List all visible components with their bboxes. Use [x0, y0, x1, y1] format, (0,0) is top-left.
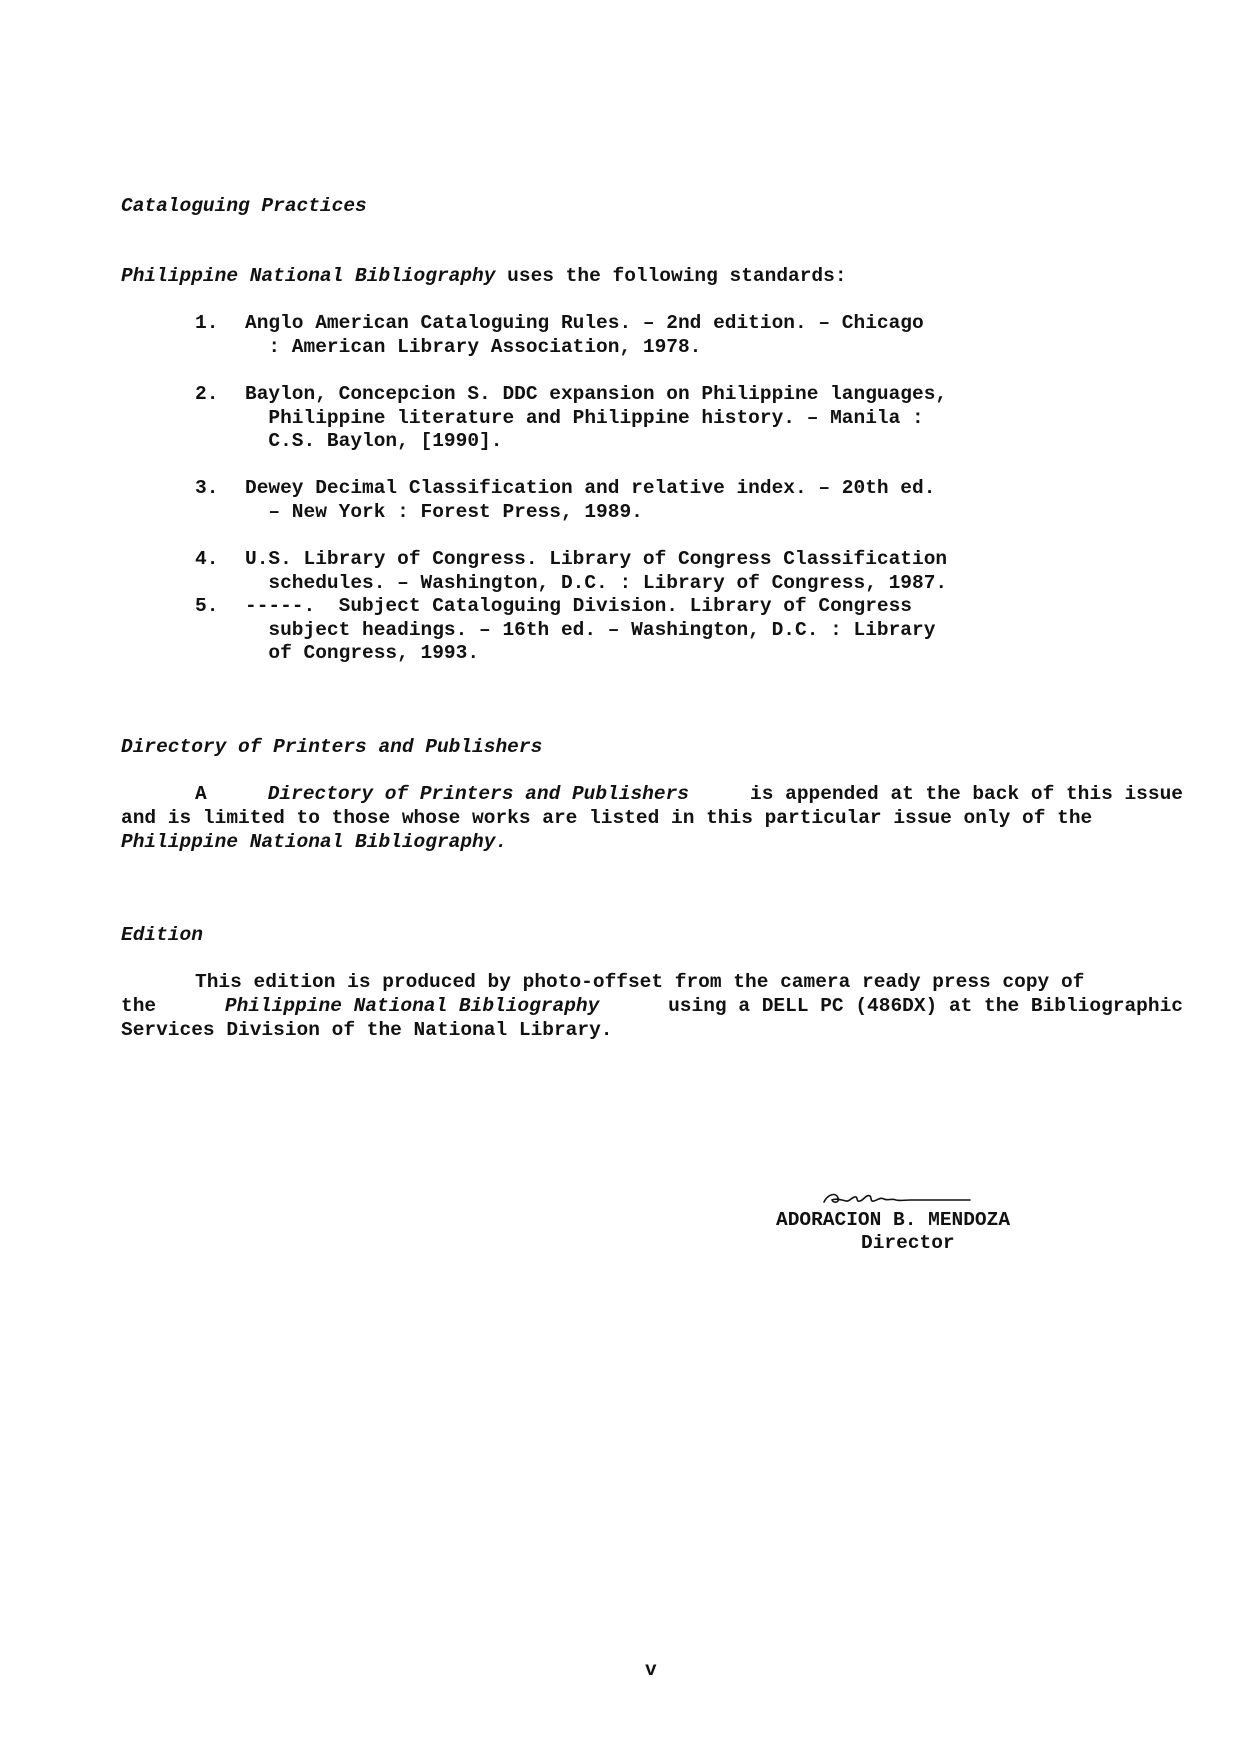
list-item-line: of Congress, 1993. [245, 642, 480, 664]
list-item-line: -----. Subject Cataloguing Division. Library of Congress [245, 595, 913, 617]
intro-rest: uses the following standards: [495, 265, 847, 287]
list-item-line: – New York : Forest Press, 1989. [245, 501, 643, 523]
intro-title: Philippine National Bibliography [121, 265, 496, 287]
paragraph-word: A [195, 783, 207, 805]
list-item-number: 4. [195, 548, 219, 570]
list-item-line: Philippine literature and Philippine history. – Manila : [245, 407, 924, 429]
edition-paragraph [121, 970, 1183, 1042]
paragraph-line [121, 782, 1183, 806]
list-item-line: Anglo American Cataloguing Rules. – 2nd edition. – Chicago [245, 312, 924, 334]
paragraph-text: using a DELL PC (486DX) at the Bibliographic [668, 995, 1183, 1017]
list-item-number: 2. [195, 383, 219, 405]
list-item-number: 1. [195, 312, 219, 334]
list-item-number: 5. [195, 595, 219, 617]
list-item-line: Dewey Decimal Classification and relative index. – 20th ed. [245, 477, 936, 499]
list-item-line: subject headings. – 16th ed. – Washington, D.C. : Library [245, 619, 936, 641]
paragraph-text: and is limited to those whose works are listed in this particular issue only of the [121, 807, 1093, 829]
section-heading-directory: Directory of Printers and Publishers [121, 736, 543, 758]
cataloguing-intro [121, 264, 847, 288]
list-item-line: : American Library Association, 1978. [245, 336, 702, 358]
paragraph-word: the [121, 995, 157, 1017]
list-item-number: 3. [195, 477, 219, 499]
paragraph-line [121, 830, 1183, 854]
list-item-line: U.S. Library of Congress. Library of Congress Classification [245, 548, 948, 570]
list-item-line: C.S. Baylon, [1990]. [245, 430, 503, 452]
paragraph-line: Services Division of the National Library. [121, 1019, 613, 1041]
paragraph-line [121, 806, 1183, 830]
section-heading-edition: Edition [121, 924, 203, 946]
bibliography-title: Philippine National Bibliography. [121, 831, 508, 853]
signature-mark [822, 1188, 972, 1208]
signatory-name: ADORACION B. MENDOZA [776, 1209, 1011, 1231]
page-number: v [645, 1659, 657, 1681]
list-item-line: schedules. – Washington, D.C. : Library of Congress, 1987. [245, 572, 948, 594]
bibliography-title: Philippine National Bibliography [224, 995, 600, 1017]
section-heading-cataloguing: Cataloguing Practices [121, 195, 367, 217]
signatory-title: Director [861, 1232, 955, 1254]
paragraph-text: is appended at the back of this issue [750, 783, 1183, 805]
paragraph-line: This edition is produced by photo-offset from the camera ready press copy of [195, 971, 1085, 993]
paragraph-line [121, 994, 1183, 1018]
directory-paragraph [121, 782, 1183, 854]
list-item-line: Baylon, Concepcion S. DDC expansion on Philippine languages, [245, 383, 948, 405]
directory-title: Directory of Printers and Publishers [267, 783, 689, 805]
